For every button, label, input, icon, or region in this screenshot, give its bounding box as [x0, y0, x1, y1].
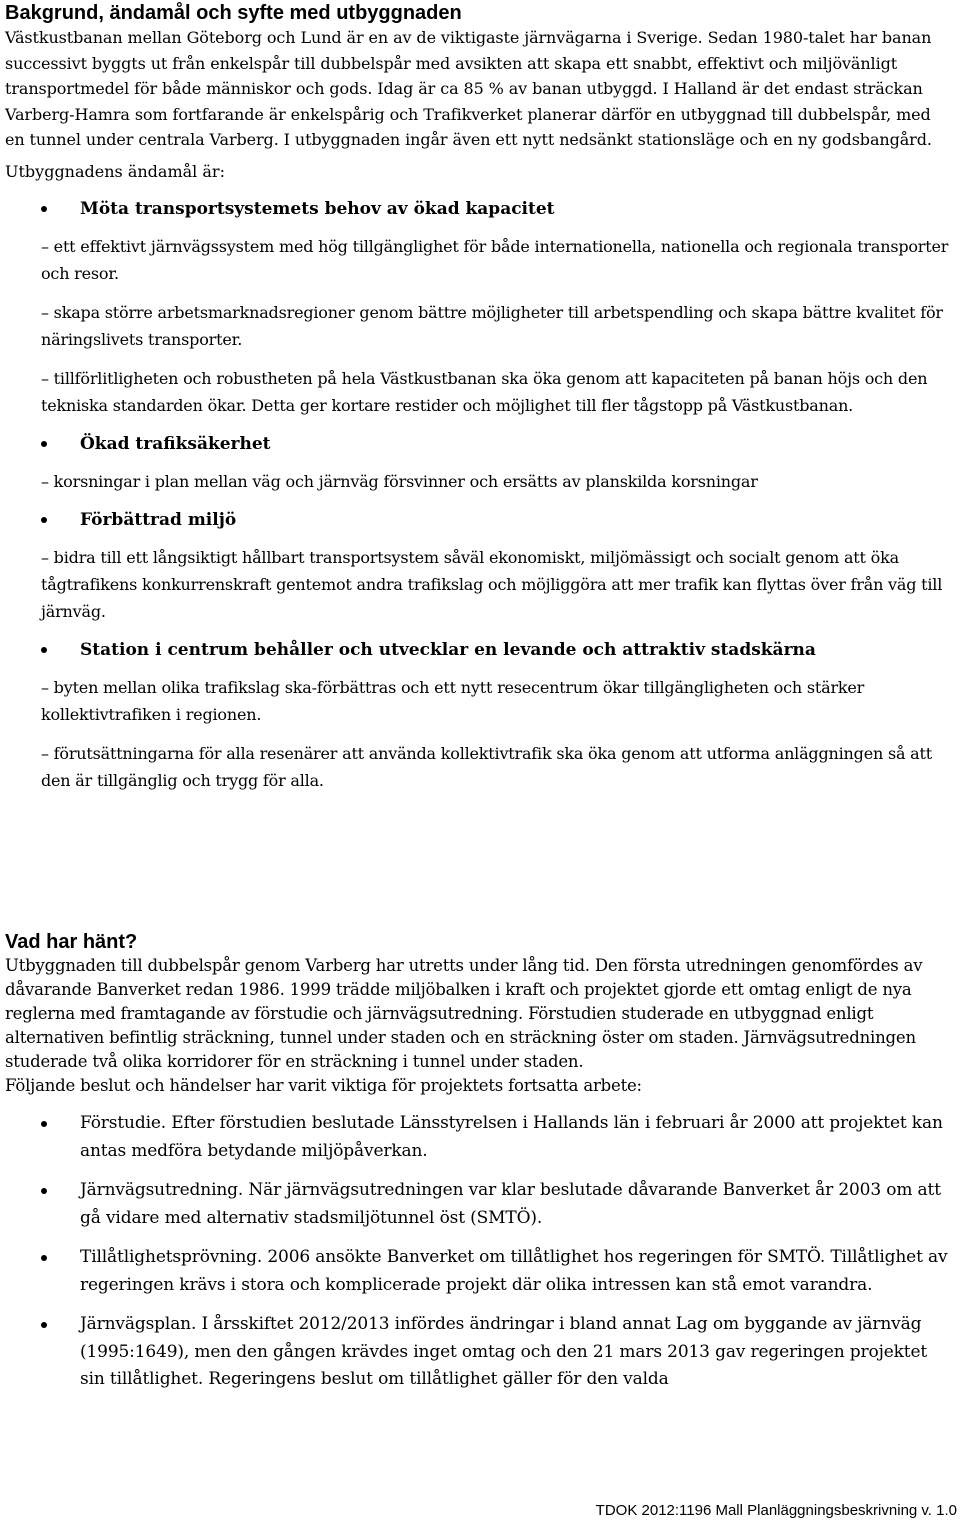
bullet-icon	[41, 1322, 47, 1328]
list-item	[5, 1110, 955, 1165]
list-item	[5, 1177, 955, 1232]
history-paragraph: Utbyggnaden till dubbelspår genom Varberg har utretts under lång tid. Den första utredningen genomfördes av dåvarande Banverket redan 1986. 1999 trädde miljöbalken i kraft och projektet gjorde ett omtag enligt de nya reglerna med framtagande av förstudie och järnvägsutredning. Förstudien studerade en utbyggnad enligt alternativen befintlig sträckning, tunnel under staden och en sträckning öster om staden. Järnvägsutredningen studerade två olika korridorer för en sträckning i tunnel under staden.	[5, 956, 923, 1071]
purpose-lead: Utbyggnadens ändamål är:	[5, 161, 225, 181]
goal-point: – byten mellan olika trafikslag ska-förbättras och ett nytt resecentrum ökar tillgängligheten och stärker kollektivtrafiken i regionen.	[41, 678, 865, 724]
bullet-icon	[41, 517, 47, 523]
goal-title-text: Station i centrum behåller och utvecklar en levande och attraktiv stadskärna	[80, 640, 816, 660]
goal-point: – korsningar i plan mellan väg och järnväg försvinner och ersätts av planskilda korsningar	[41, 472, 758, 491]
bullet-icon	[41, 1121, 47, 1127]
goal-point: – ett effektivt järnvägssystem med hög tillgänglighet för både internationella, nationella och regionala transporter och resor.	[41, 237, 949, 283]
document-page	[5, 0, 955, 806]
bullet-icon	[41, 1188, 47, 1194]
bullet-icon	[41, 1255, 47, 1261]
goal-title-text: Förbättrad miljö	[80, 510, 237, 530]
bullet-icon	[41, 647, 47, 653]
section-heading-history: Vad har hänt?	[5, 931, 138, 953]
bullet-icon	[41, 206, 47, 212]
goal-point: – förutsättningarna för alla resenärer att använda kollektivtrafik ska öka genom att utforma anläggningen så att den är tillgänglig och trygg för alla.	[41, 744, 932, 790]
list-item	[5, 1244, 955, 1299]
section-heading-background: Bakgrund, ändamål och syfte med utbyggnaden	[5, 2, 462, 24]
goal-environment	[5, 507, 955, 625]
event-text: Förstudie. Efter förstudien beslutade Länsstyrelsen i Hallands län i februari år 2000 att projektet kan antas medföra betydande miljöpåverkan.	[80, 1113, 943, 1161]
goal-point: – skapa större arbetsmarknadsregioner genom bättre möjligheter till arbetspendling och skapa bättre kvalitet för näringslivets transporter.	[41, 303, 943, 349]
goal-point: – bidra till ett långsiktigt hållbart transportsystem såväl ekonomiskt, miljömässigt och socialt genom att öka tågtrafikens konkurrenskraft gentemot andra trafikslag och möjliggöra att mer trafik kan flyttas över från väg till järnväg.	[41, 548, 943, 621]
bullet-icon	[41, 441, 47, 447]
list-item	[5, 1311, 955, 1394]
goal-title-text: Ökad trafiksäkerhet	[80, 434, 271, 454]
background-paragraph: Västkustbanan mellan Göteborg och Lund är en av de viktigaste järnvägarna i Sverige. Sedan 1980-talet har banan successivt byggts ut från enkelspår till dubbelspår med avsikten att skapa ett snabbt, effektivt och miljövänligt transportmedel för både människor och gods. Idag är ca 85 % av banan utbyggd. I Halland är det endast sträckan Varberg-Hamra som fortfarande är enkelspårig och Trafikverket planerar därför en utbyggnad till dubbelspår, med en tunnel under centrala Varberg. I utbyggnaden ingår även ett nytt nedsänkt stationsläge och en ny godsbangård.	[5, 28, 932, 149]
event-text: Tillåtlighetsprövning. 2006 ansökte Banverket om tillåtlighet hos regeringen för SMTÖ. Tillåtlighet av regeringen krävs i stora och komplicerade projekt där olika intressen kan stå emot varandra.	[80, 1247, 948, 1295]
section-history	[5, 930, 955, 1406]
events-list	[5, 1110, 955, 1394]
goal-title-text: Möta transportsystemets behov av ökad kapacitet	[80, 199, 555, 219]
event-text: Järnvägsutredning. När järnvägsutredningen var klar beslutade dåvarande Banverket år 2003 om att gå vidare med alternativ stadsmiljötunnel öst (SMTÖ).	[80, 1180, 941, 1228]
goal-title	[5, 507, 955, 533]
goal-point: – tillförlitligheten och robustheten på hela Västkustbanan ska öka genom att kapaciteten på banan höjs och den tekniska standarden ökar. Detta ger kortare restider och möjlighet till fler tågstopp på Västkustbanan.	[41, 369, 928, 415]
goal-station	[5, 637, 955, 794]
events-lead: Följande beslut och händelser har varit viktiga för projektets fortsatta arbete:	[5, 1076, 642, 1095]
goal-capacity	[5, 196, 955, 419]
goal-title	[5, 196, 955, 222]
page-footer: TDOK 2012:1196 Mall Planläggningsbeskrivning v. 1.0	[595, 1502, 957, 1519]
event-text: Järnvägsplan. I årsskiftet 2012/2013 infördes ändringar i bland annat Lag om byggande av järnväg (1995:1649), men den gången krävdes inget omtag och den 21 mars 2013 gav regeringen projektet sin tillåtlighet. Regeringens beslut om tillåtlighet gäller för den valda	[80, 1314, 928, 1389]
goal-safety	[5, 431, 955, 495]
goal-title	[5, 431, 955, 457]
goal-title	[5, 637, 955, 663]
